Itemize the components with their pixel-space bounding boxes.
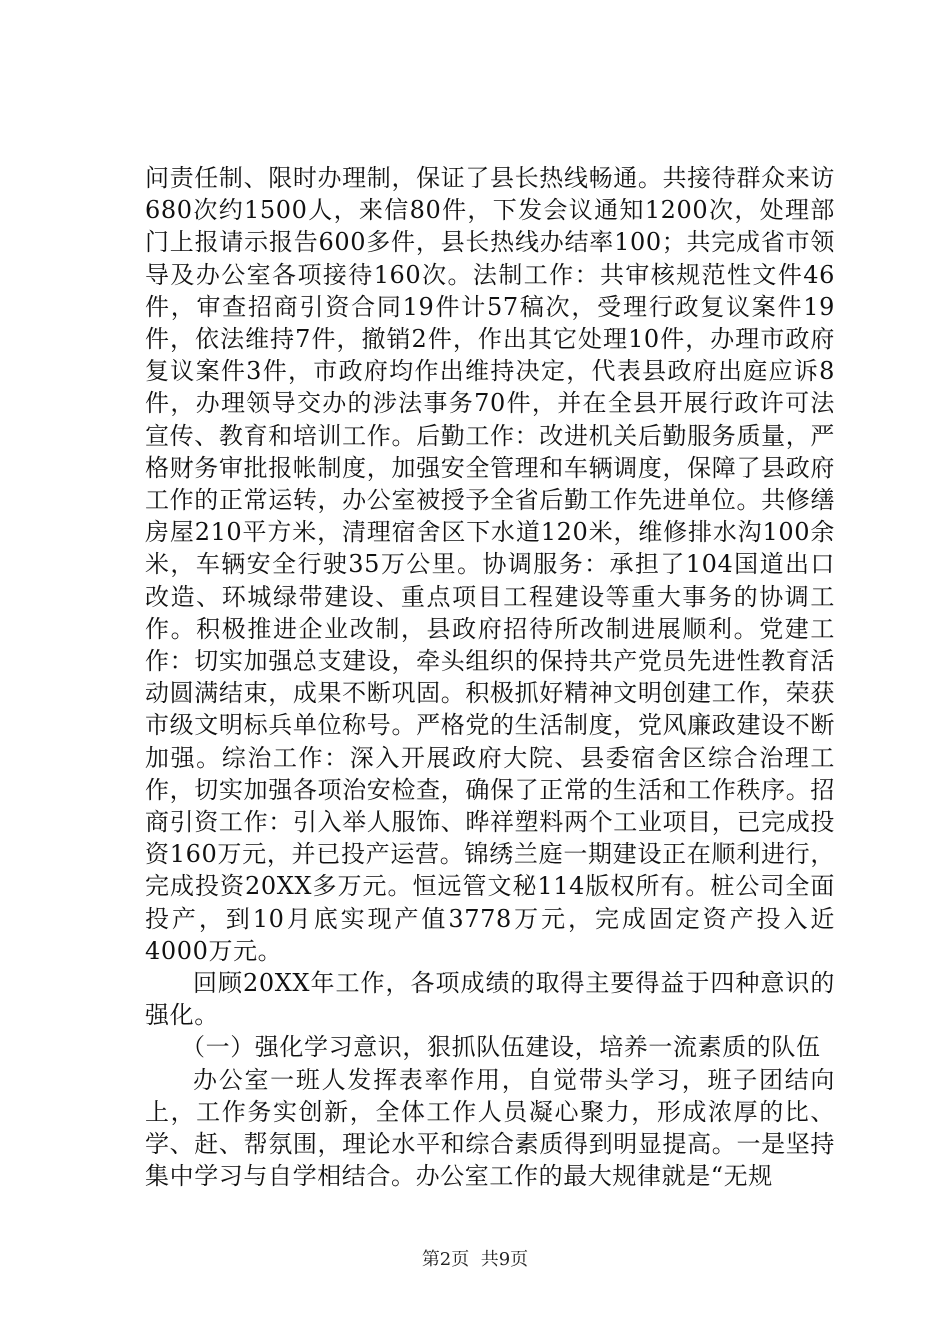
paragraph-office-team: 办公室一班人发挥表率作用，自觉带头学习，班子团结向上，工作务实创新，全体工作人员凝心聚力，形成浓厚的比、学、赶、帮氛围，理论水平和综合素质得到明显提高。一是坚持集中学习与自学相结合。办公室工作的最大规律就是“无规 — [145, 1065, 835, 1191]
section-heading-learning: （一）强化学习意识，狠抓队伍建设，培养一流素质的队伍 — [181, 1033, 821, 1062]
paragraph-work-summary: 问责任制、限时办理制，保证了县长热线畅通。共接待群众来访680次约1500人，来信80件，下发会议通知1200次，处理部门上报请示报告600多件，县长热线办结率100；共完成省市领导及办公室各项接待160次。法制工作：共审核规范性文件46件，审查招商引资合同19件计57稿次，受理行政复议案件19件，依法维持7件，撤销2件，作出其它处理10件，办理市政府复议案件3件，市政府均作出维持决定，代表县政府出庭应诉8件，办理领导交办的涉法事务70件，并在全县开展行政许可法宣传、教育和培训工作。后勤工作：改进机关后勤服务质量，严格财务审批报帐制度，加强安全管理和车辆调度，保障了县政府工作的正常运转，办公室被授予全省后勤工作先进单位。共修缮房屋210平方米，清理宿舍区下水道120米，维修排水沟100余米，车辆安全行驶35万公里。协调服务：承担了104国道出口改造、环城绿带建设、重点项目工程建设等重大事务的协调工作。积极推进企业改制，县政府招待所改制进展顺利。党建工作：切实加强总支建设，牵头组织的保持共产党员先进性教育活动圆满结束，成果不断巩固。积极抓好精神文明创建工作，荣获市级文明标兵单位称号。严格党的生活制度，党风廉政建设不断加强。综治工作：深入开展政府大院、县委宿舍区综合治理工作，切实加强各项治安检查，确保了正常的生活和工作秩序。招商引资工作：引入举人服饰、晔祥塑料两个工业项目，已完成投资160万元，并已投产运营。锦绣兰庭一期建设正在顺利进行，完成投资20XX多万元。恒远管文秘114版权所有。桩公司全面投产，到10月底实现产值3778万元，完成固定资产投入近4000万元。 — [145, 164, 835, 965]
page-footer — [0, 1245, 950, 1271]
document-body — [145, 162, 835, 1193]
paragraph-review: 回顾20XX年工作，各项成绩的取得主要得益于四种意识的强化。 — [145, 969, 835, 1030]
page-number: 第2页 共9页 — [421, 1249, 529, 1270]
